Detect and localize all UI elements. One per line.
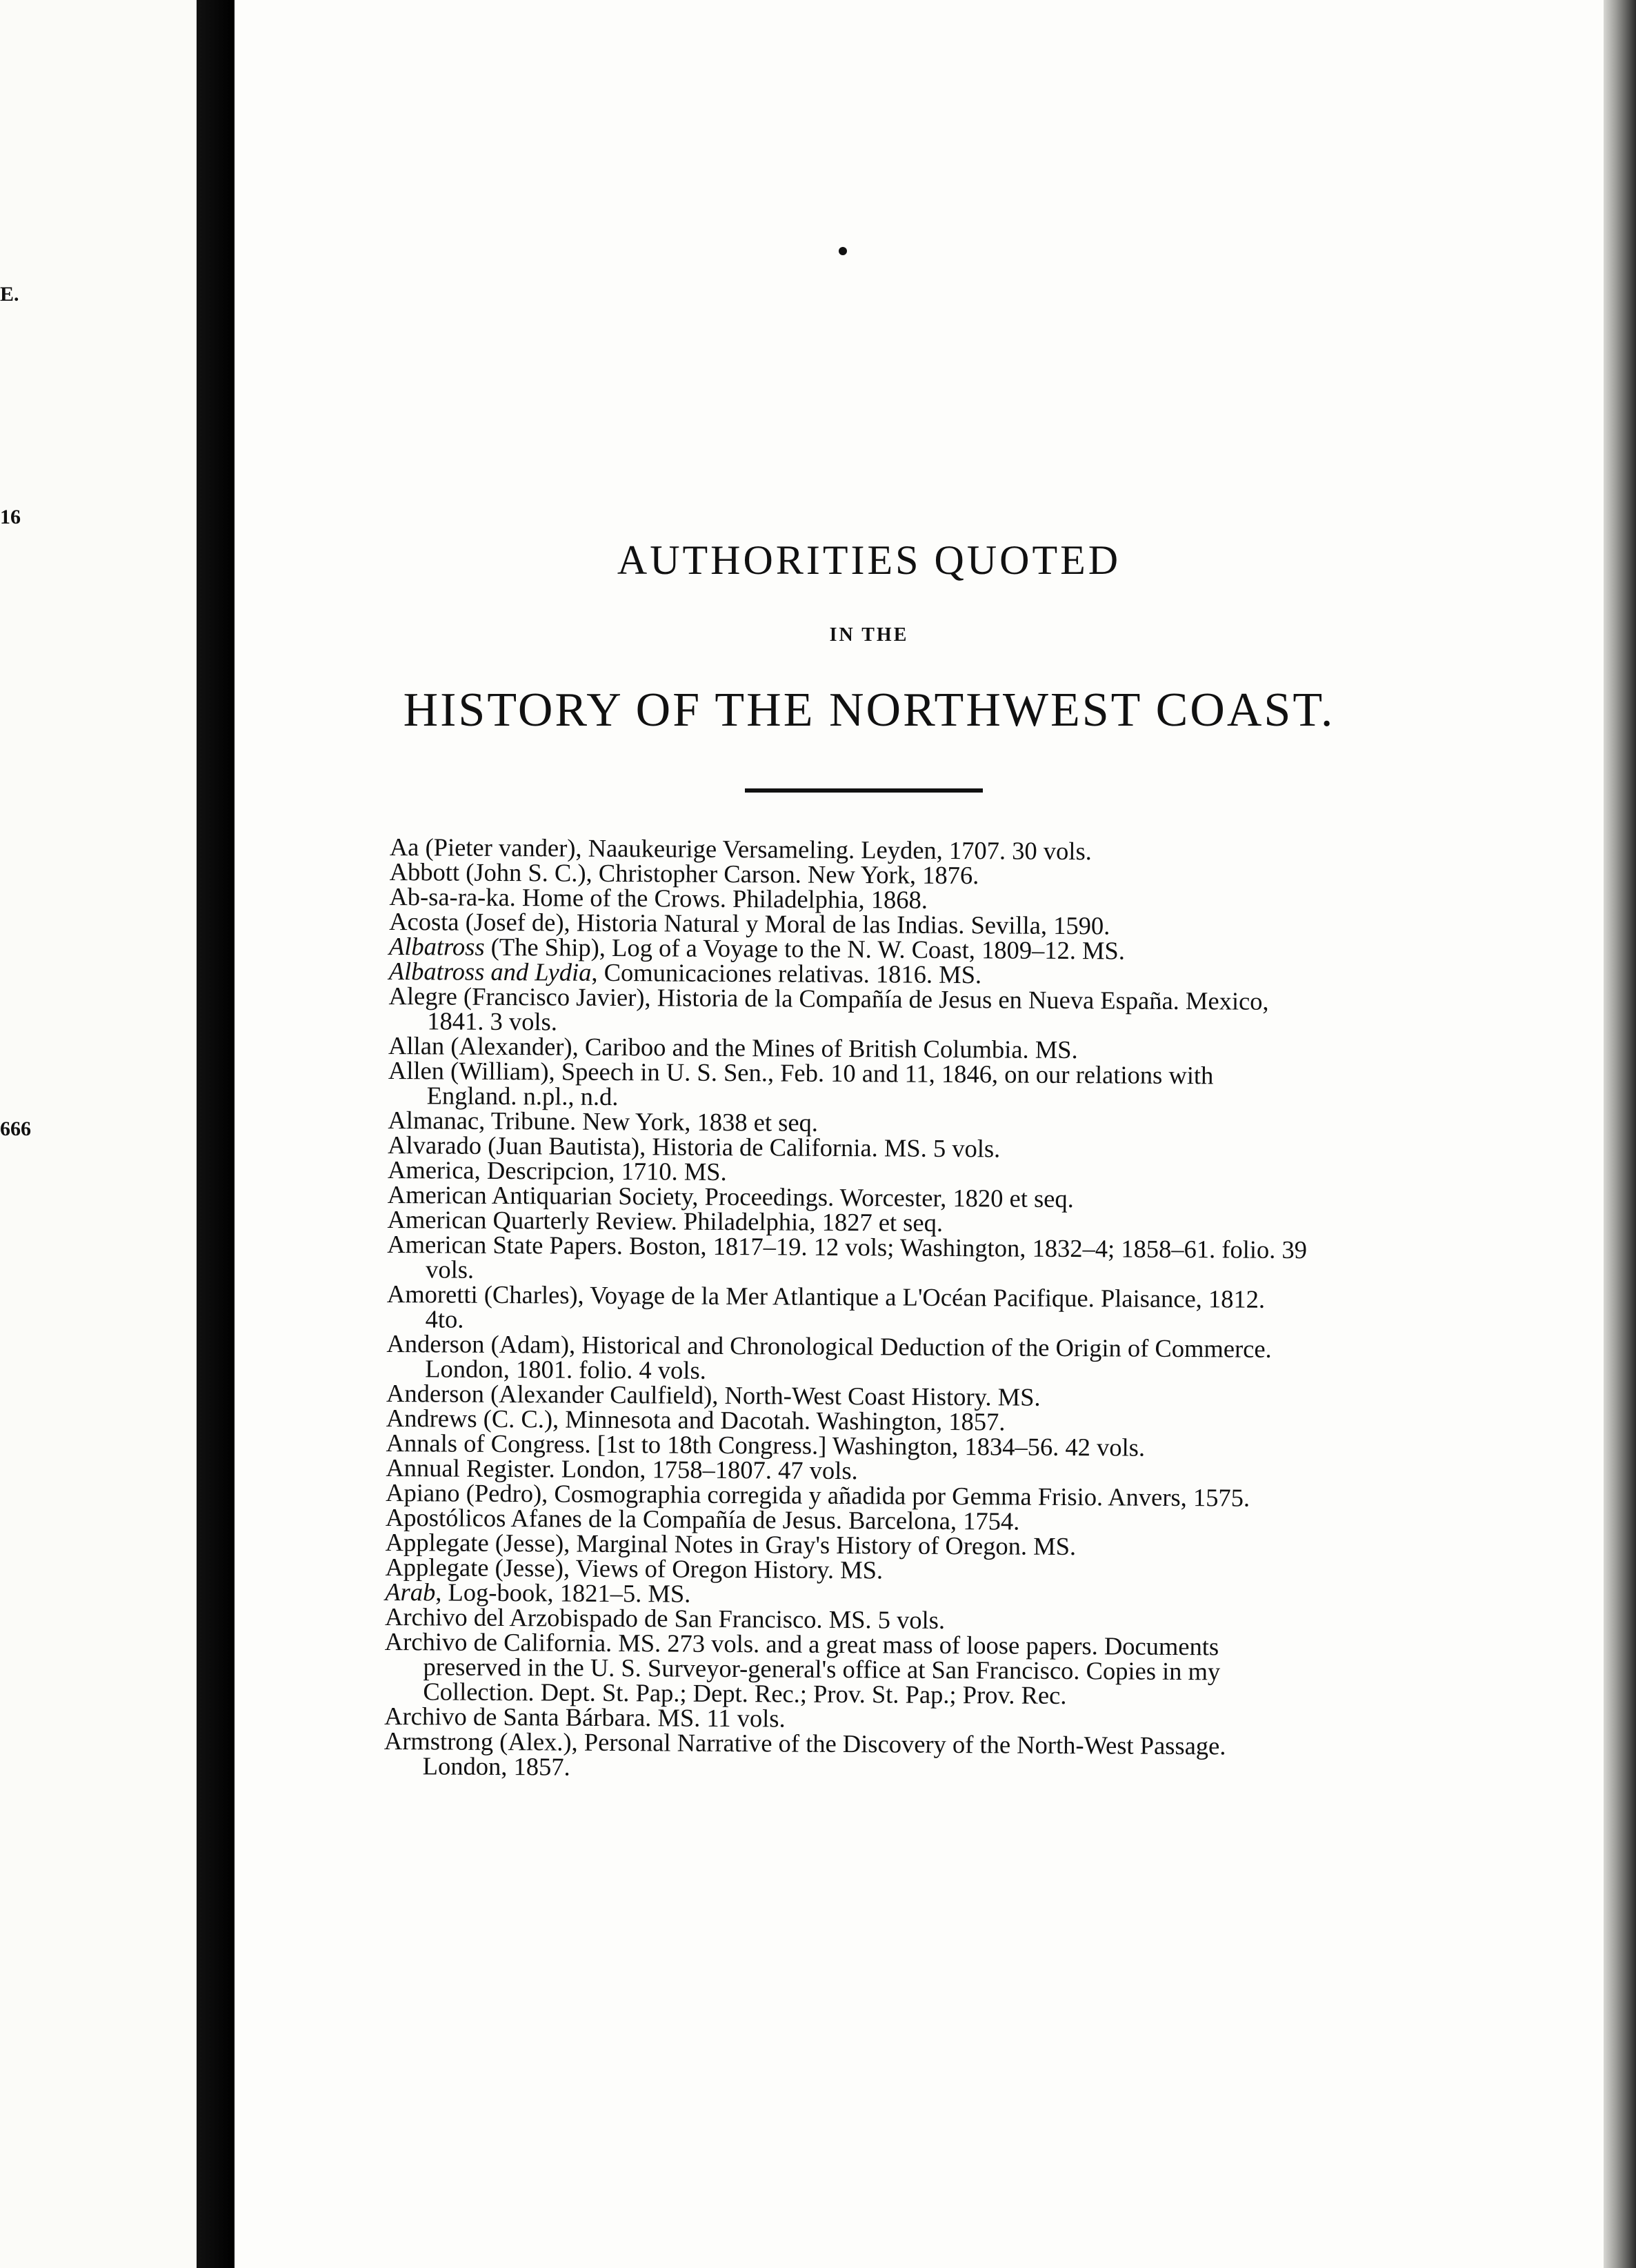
entry-text: , Comunicaciones relativas. 1816. MS. bbox=[591, 957, 982, 989]
entry-text: Alvarado (Juan Bautista), Historia de California. MS. 5 vols. bbox=[388, 1130, 1001, 1163]
entry-text: Apiano (Pedro), Cosmographia corregida y añadida por Gemma Frisio. Anvers, 1575. bbox=[386, 1478, 1250, 1512]
entry-text: Almanac, Tribune. New York, 1838 et seq. bbox=[388, 1105, 819, 1137]
entry-text: Applegate (Jesse), Views of Oregon History. MS. bbox=[385, 1552, 884, 1584]
entry-text: Applegate (Jesse), Marginal Notes in Gray's History of Oregon. MS. bbox=[385, 1527, 1077, 1561]
page-title: AUTHORITIES QUOTED bbox=[617, 537, 1121, 583]
entry-text: Anderson (Adam), Historical and Chronological Deduction of the Origin of Commerce. London, 1801. folio. 4 vols. bbox=[386, 1329, 1272, 1384]
entry-title-italic: Arab bbox=[385, 1577, 436, 1606]
facing-page-fragment: E. bbox=[0, 283, 19, 306]
entry-text: Archivo de California. MS. 273 vols. and a great mass of loose papers. Documents preserved in the U. S. Surveyor-general's office at San Francisco. Copies in my Collection. Dept. St. Pap.; Dept. Rec.; Prov. St. Pap.; Prov. Rec. bbox=[384, 1627, 1221, 1710]
entry-text: Andrews (C. C.), Minnesota and Dacotah. Washington, 1857. bbox=[386, 1403, 1006, 1436]
entry-text: Ab-sa-ra-ka. Home of the Crows. Philadelphia, 1868. bbox=[389, 882, 928, 914]
bibliography-entry bbox=[383, 1726, 1305, 1784]
entry-text: Anderson (Alexander Caulfield), North-West Coast History. MS. bbox=[386, 1378, 1041, 1411]
entry-text: America, Descripcion, 1710. MS. bbox=[387, 1155, 727, 1186]
entry-text: Aa (Pieter vander), Naaukeurige Versameling. Leyden, 1707. 30 vols. bbox=[389, 833, 1092, 866]
page-heading: HISTORY OF THE NORTHWEST COAST. bbox=[403, 684, 1335, 737]
entry-text: (The Ship), Log of a Voyage to the N. W. Coast, 1809–12. MS. bbox=[484, 932, 1126, 965]
bibliography-list bbox=[384, 835, 1310, 1784]
entry-title-italic: Albatross and Lydia bbox=[388, 956, 592, 986]
bibliography-entry bbox=[386, 1279, 1308, 1337]
ink-speck bbox=[839, 247, 847, 255]
entry-text: American Antiquarian Society, Proceedings. Worcester, 1820 et seq. bbox=[387, 1180, 1074, 1213]
facing-page-margin bbox=[0, 0, 197, 2268]
entry-text: , Log-book, 1821–5. MS. bbox=[435, 1578, 691, 1608]
entry-text: Amoretti (Charles), Voyage de la Mer Atlantique a L'Océan Pacifique. Plaisance, 1812. 4to. bbox=[386, 1279, 1266, 1333]
entry-text: American Quarterly Review. Philadelphia, 1827 et seq. bbox=[387, 1204, 944, 1237]
bibliography-entry bbox=[388, 981, 1309, 1039]
entry-text: Apostólicos Afanes de la Compañía de Jesus. Barcelona, 1754. bbox=[385, 1502, 1020, 1535]
entry-text: Archivo del Arzobispado de San Francisco. MS. 5 vols. bbox=[384, 1602, 946, 1634]
entry-text: Acosta (Josef de), Historia Natural y Moral de las Indias. Sevilla, 1590. bbox=[389, 906, 1110, 940]
bibliography-entry bbox=[384, 1629, 1306, 1709]
bibliography-entry bbox=[388, 1055, 1309, 1113]
entry-text: Armstrong (Alex.), Personal Narrative of the Discovery of the North-West Passage. London, 1857. bbox=[383, 1726, 1226, 1781]
bibliography-entry bbox=[387, 1229, 1308, 1287]
entry-text: Abbott (John S. C.), Christopher Carson. New York, 1876. bbox=[389, 857, 979, 890]
entry-text: Annual Register. London, 1758–1807. 47 vols. bbox=[386, 1453, 858, 1485]
entry-title-italic: Albatross bbox=[388, 931, 485, 961]
page-subtitle: IN THE bbox=[829, 624, 909, 646]
facing-page-fragment: 16 bbox=[0, 506, 21, 528]
bibliography-entry bbox=[386, 1331, 1307, 1386]
entry-text: Allen (William), Speech in U. S. Sen., Feb. 10 and 11, 1846, on our relations with England. n.pl., n.d. bbox=[388, 1055, 1214, 1111]
entry-text: Archivo de Santa Bárbara. MS. 11 vols. bbox=[384, 1701, 786, 1733]
title-rule bbox=[745, 788, 983, 793]
page-gutter-shadow bbox=[197, 0, 235, 2268]
facing-page-fragment: 666 bbox=[0, 1117, 31, 1140]
entry-text: Alegre (Francisco Javier), Historia de la Compañía de Jesus en Nueva España. Mexico, 1841. 3 vols. bbox=[388, 981, 1269, 1036]
entry-text: American State Papers. Boston, 1817–19. 12 vols; Washington, 1832–4; 1858–61. folio. 39 vols. bbox=[387, 1229, 1308, 1284]
page-edge-shadow bbox=[1604, 0, 1636, 2268]
entry-text: Annals of Congress. [1st to 18th Congress.] Washington, 1834–56. 42 vols. bbox=[386, 1428, 1146, 1462]
entry-text: Allan (Alexander), Cariboo and the Mines of British Columbia. MS. bbox=[388, 1031, 1078, 1064]
